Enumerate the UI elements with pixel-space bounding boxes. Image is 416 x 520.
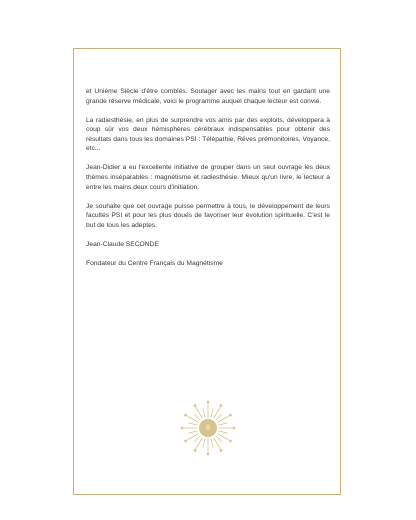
sunburst-dot xyxy=(194,405,196,407)
sunburst-ray xyxy=(195,405,203,419)
sunburst-ray xyxy=(219,431,228,433)
sunburst-dot xyxy=(194,450,196,452)
sunburst-dot xyxy=(233,427,235,429)
sunburst-ray xyxy=(214,438,222,452)
sunburst-dot xyxy=(220,450,222,452)
sunburst-ray xyxy=(203,439,205,448)
paragraph-4: Je souhaite que cet ouvrage puisse permettre à tous, le développement de leurs facultés PSI et pour les plus doués de favoriser leur évolution spirituelle. C'est le but de tous les adeptes. xyxy=(86,202,330,229)
sunburst-dot xyxy=(207,453,209,455)
body-text xyxy=(86,87,330,278)
paragraph-3: Jean-Didier a eu l'excellente initiative de grouper dans un seul ouvrage les deux thèmes inséparables : magnétisme et radiesthésie. Mieux qu'un livre, le lecteur a entre les mains deux cours d'initiation. xyxy=(86,164,330,191)
sunburst-ray xyxy=(211,439,213,448)
signature-name: Jean-Claude SECONDE xyxy=(86,240,159,248)
sunburst-ray xyxy=(211,409,213,418)
sunburst-ray xyxy=(218,434,232,442)
paragraph-2: La radiesthésie, en plus de surprendre vos amis par des exploits, développera à coup sûr vos deux hémisphères cérébraux indispensables pour obtenir des résultats dans tous les domaines PSI : Télépathie, Rêves prémonitoires, Voyance, etc... xyxy=(86,116,330,153)
sunburst-ray xyxy=(203,409,205,418)
sunburst-ray xyxy=(214,405,222,419)
paragraph-1: et Unième Siècle d'être comblés. Soulager avec les mains tout en gardant une grande réserve médicale, voici le programme auquel chaque lecteur est convié. xyxy=(86,88,330,105)
sunburst-dot xyxy=(181,427,183,429)
sunburst-ray xyxy=(218,415,232,423)
sunburst-ray xyxy=(195,438,203,452)
sunburst-dot xyxy=(230,414,232,416)
sunburst-dot xyxy=(185,414,187,416)
page-number: 8 xyxy=(206,424,210,432)
sunburst-ray xyxy=(219,423,228,425)
sunburst-dot xyxy=(220,405,222,407)
signature-title: Fondateur du Centre Français du Magnétisme xyxy=(86,259,223,267)
sunburst-dot xyxy=(230,440,232,442)
sunburst-dot xyxy=(185,440,187,442)
sunburst-dot xyxy=(207,401,209,403)
